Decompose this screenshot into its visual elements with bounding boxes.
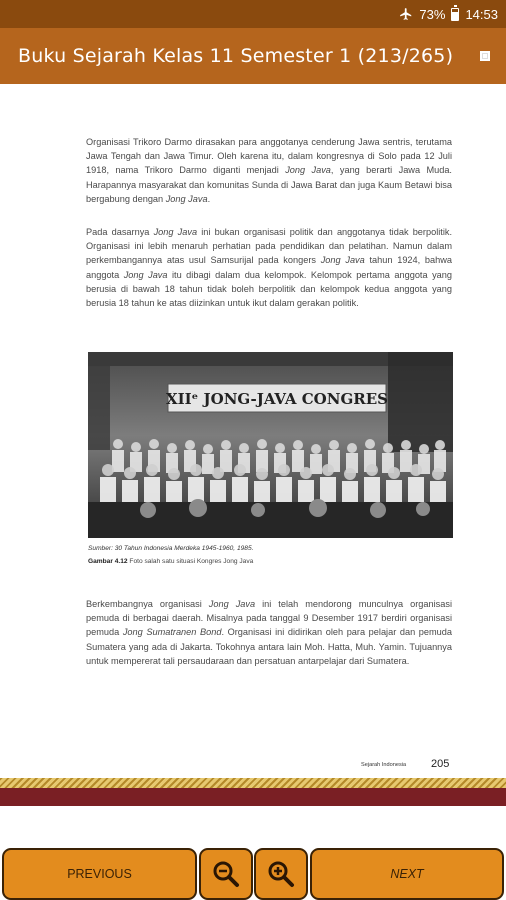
zoom-in-button[interactable] [254, 848, 308, 900]
next-button[interactable] [310, 848, 504, 900]
text-run: ini bukan organisasi politik dan anggotanya tidak berpolitik. Organisasi ini lebih menaruh perhatian pada pendidikan dan pelatihan. Namun dalam perkembangannya atas usul Samsurijal pada kongers [86, 227, 453, 266]
congress-photo-graphic [88, 352, 453, 538]
red-strip [0, 788, 506, 806]
text-run: tahun 1924, bahwa anggota [86, 255, 452, 280]
photo-caption [88, 558, 253, 565]
text-run: Organisasi Trikoro Darmo dirasakan para anggotanya cenderung Jawa sentris, terutama Jawa Tengah dan Jawa Timur. Oleh karena itu, dalam kongresnya di Solo pada 12 Juli 1918, nama Trikoro Darmo diganti menjadi [86, 137, 452, 176]
status-bar [0, 0, 506, 28]
battery-icon [451, 8, 459, 21]
zoom-in-icon [266, 859, 296, 889]
paragraph-3 [86, 597, 452, 668]
zoom-out-button[interactable] [199, 848, 253, 900]
bottom-navigation [0, 806, 506, 900]
square-menu-icon[interactable] [480, 51, 490, 61]
paragraph-2 [86, 225, 452, 310]
italic-run: Jong Java [123, 269, 168, 280]
text-run: , yang berarti Jawa Muda. Harapannya masyarakat dan komunitas Sunda di Jawa Barat dan juga Kaum Betawi bisa bergabung dengan [86, 165, 452, 204]
book-page [0, 84, 506, 780]
paragraph-1 [86, 135, 452, 206]
caption-text: Foto salah satu situasi Kongres Jong Java [127, 558, 254, 565]
airplane-mode-icon [399, 7, 413, 21]
text-run: . Organisasi ini didirikan oleh para pelajar dan pemuda Sumatera yang ada di Jakarta. Tokohnya antara lain Moh. Hatta, Muh. Yamin. Tujuannya untuk mempererat tali persaudaraan dan persatuan antarpelajar dari Sumatera. [86, 627, 452, 666]
text-run: . [207, 193, 211, 204]
battery-percent: 73% [419, 6, 446, 22]
decorative-band [0, 778, 506, 806]
italic-run: Jong Java [320, 255, 365, 266]
banner-text: XIIᵉ JONG-JAVA CONGRES [166, 390, 388, 408]
previous-label: PREVIOUS [67, 867, 132, 881]
italic-run: Jong Java [153, 227, 198, 237]
photo-source: Sumber: 30 Tahun Indonesia Merdeka 1945-1960, 1985. [88, 545, 254, 552]
previous-button[interactable] [2, 848, 197, 900]
zoom-out-icon [211, 859, 241, 889]
clock: 14:53 [465, 6, 498, 22]
next-label: NEXT [390, 867, 424, 881]
text-run: Berkembangnya organisasi [86, 599, 209, 609]
text-run: itu dibagi dalam dua kelompok. Kelompok pertama anggota yang berusia di bawah 18 tahun tidak boleh berpolitik dan kelompok kedua anggota yang berusia 18 tahun ke atas diizinkan untuk ikut dalam gerakan politik. [86, 269, 452, 309]
page-number: 205 [431, 758, 450, 770]
app-bar [0, 28, 506, 84]
book-title: Buku Sejarah Kelas 11 Semester 1 (213/265) [18, 45, 454, 67]
text-run: ini telah mendorong munculnya organisasi pemuda di berbagai daerah. Misalnya pada tanggal 9 Desember 1917 berdiri organisasi pemuda [86, 599, 452, 638]
gold-pattern-strip [0, 778, 506, 788]
italic-run: Jong Java [285, 165, 331, 176]
footer-book-label: Sejarah Indonesia [361, 762, 407, 768]
italic-run: Jong Java [208, 599, 256, 609]
text-run: Pada dasarnya [86, 227, 154, 237]
caption-label: Gambar 4.12 [88, 558, 128, 565]
italic-run: Jong Java [165, 193, 208, 204]
italic-run: Jong Sumatranen Bond [122, 627, 222, 638]
congress-photo [88, 352, 453, 538]
